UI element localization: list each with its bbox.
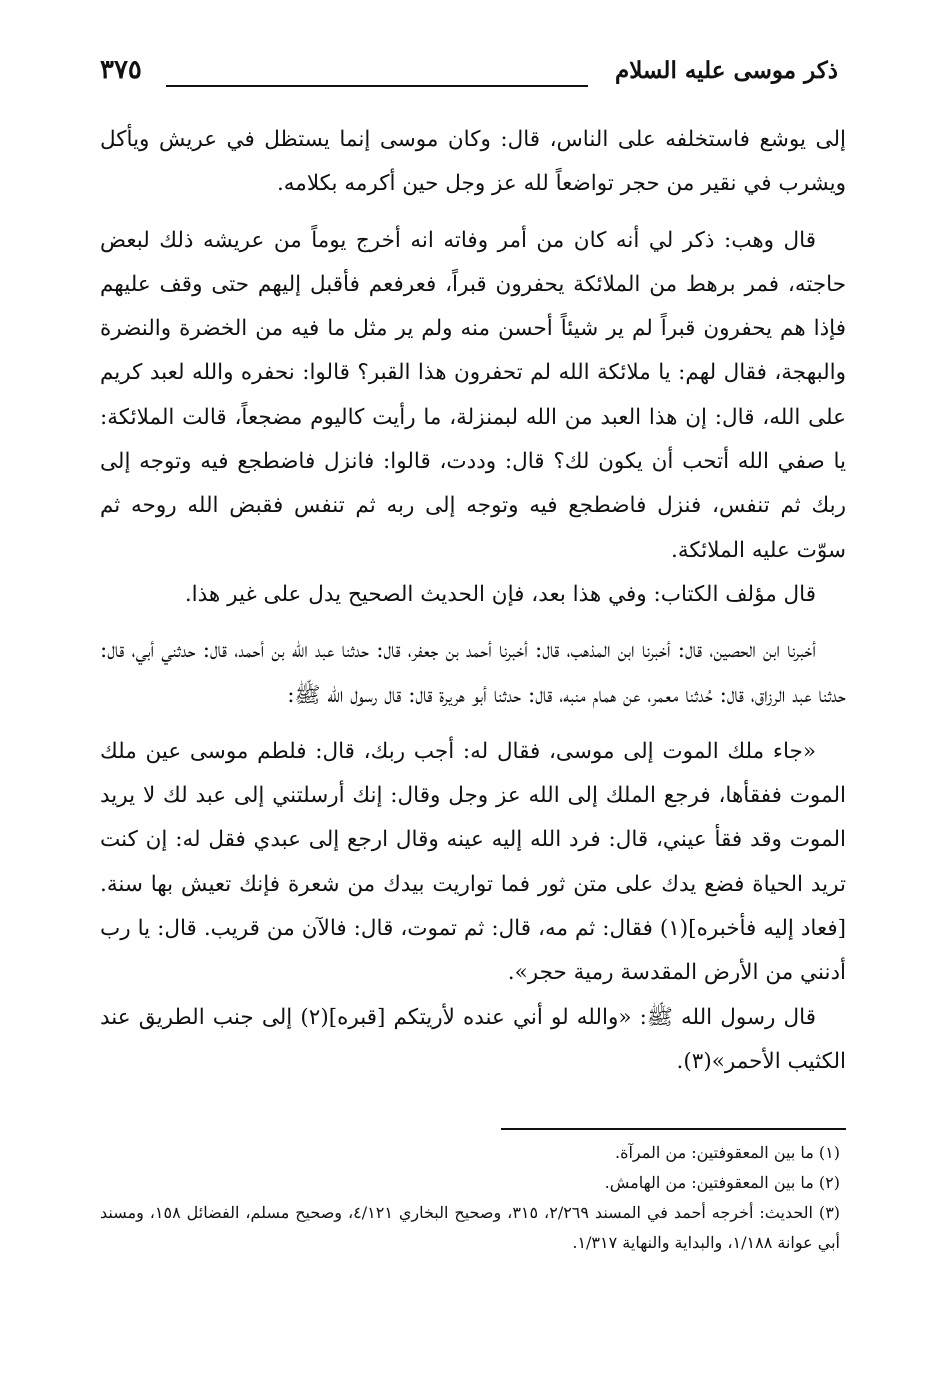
paragraph-2: قال وهب: ذكر لي أنه كان من أمر وفاته انه أخرج يوماً من عريشه ذلك لبعض حاجته، فمر برهط من الملائكة يحفرون قبراً، فعرفعم فأقبل إليهم حتى وقف عليهم فإذا هم يحفرون قبراً لم ير شيئاً أحسن منه ولم ير مثل ما فيه من الخضرة والنضرة والبهجة، فقال لهم: يا ملائكة الله لم تحفرون هذا القبر؟ قالوا: نحفره والله لعبد كريم على الله، قال: إن هذا العبد من الله لبمنزلة، ما رأيت كاليوم مضجعاً، قالت الملائكة: يا صفي الله أتحب أن يكون لك؟ قال: وددت، قالوا: فانزل فاضطجع فيه وتوجه إلى ربك ثم تنفس، فنزل فاضطجع فيه وتوجه إلى ربه ثم تنفس فقبض الله روحه ثم سوّت عليه الملائكة. — [100, 227, 846, 563]
paragraph-4: أخبرنا ابن الحصين، قال: أخبرنا ابن المذهب، قال: أخبرنا أحمد بن جعفر، قال: حدثنا عبد الله بن أحمد، قال: حدثني أبي، قال: حدثنا عبد الرزاق، قال: حُدثنا معمر، عن همام منبه، قال: حدثنا أبو هريرة قال: قال رسول الله ﷺ: — [100, 638, 846, 708]
main-text — [100, 118, 846, 1084]
chapter-title: ذكر موسى عليه السلام — [614, 57, 838, 84]
page-number: ٣٧٥ — [100, 55, 142, 85]
running-header — [100, 55, 838, 99]
paragraph-5: «جاء ملك الموت إلى موسى، فقال له: أجب ربك، قال: فلطم موسى عين ملك الموت ففقأها، فرجع الملك إلى الله عز وجل وقال: إنك أرسلتني إلى عبد لك لا يريد الموت وقد فقأ عيني، قال: فرد الله إليه عينه وقال ارجع إلى عبدي فقل له: إن كنت تريد الحياة فضع يدك على متن ثور فما تواريت بيدك من شعرة فإنك تعيش بها سنة. [فعاد إليه فأخبره](١) فقال: ثم مه، قال: ثم تموت، قال: فالآن من قريب. قال: يا رب أدنني من الأرض المقدسة رمية حجر». — [100, 738, 846, 986]
header-rule — [166, 85, 588, 87]
paragraph-1: إلى يوشع فاستخلفه على الناس، قال: وكان موسى إنما يستظل في عريش ويأكل ويشرب في نقير من حجر تواضعاً لله عز وجل حين أكرمه بكلامه. — [100, 127, 846, 197]
footnote-3: (٣) الحديث: أخرجه أحمد في المسند ٢/٢٦٩، ٣١٥، وصحيح البخاري ٤/١٢١، وصحيح مسلم، الفضائل ١٥٨، ومسند أبي عوانة ١/١٨٨، والبداية والنهاية ١/٣١٧. — [100, 1203, 841, 1252]
footnotes — [100, 1138, 840, 1258]
footnote-1: (١) ما بين المعقوفتين: من المرآة. — [614, 1143, 840, 1162]
paragraph-3: قال مؤلف الكتاب: وفي هذا بعد، فإن الحديث الصحيح يدل على غير هذا. — [184, 581, 816, 607]
footnote-separator — [501, 1128, 846, 1130]
footnote-2: (٢) ما بين المعقوفتين: من الهامش. — [604, 1173, 840, 1192]
paragraph-6: قال رسول الله ﷺ: «والله لو أني عنده لأريتكم [قبره](٢) إلى جنب الطريق عند الكثيب الأحمر»(٣). — [100, 1004, 846, 1074]
